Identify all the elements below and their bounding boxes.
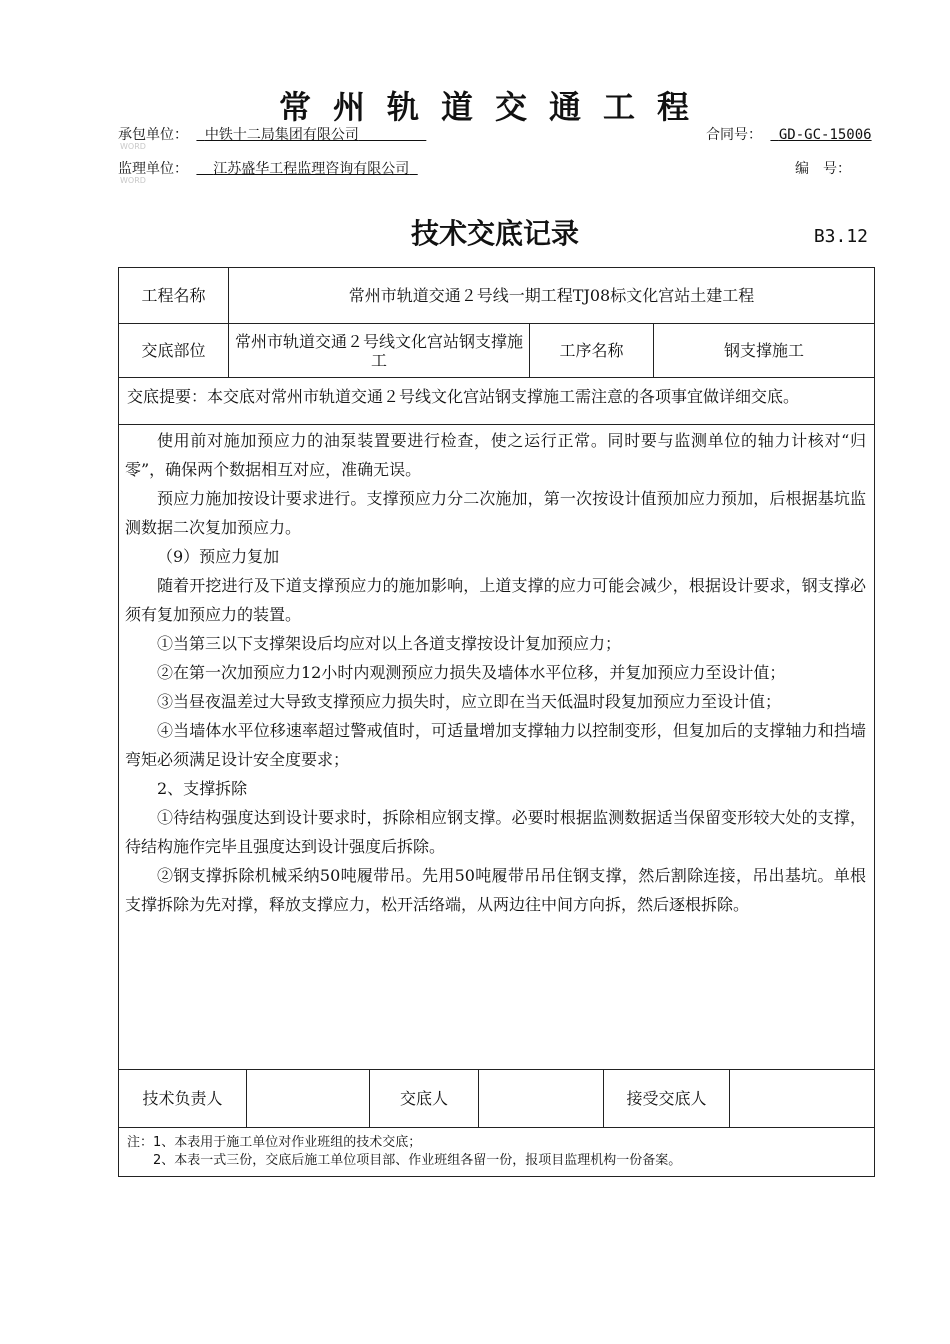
process-value: 钢支撑施工	[723, 341, 804, 360]
section-heading: 2、支撑拆除	[157, 779, 248, 798]
receiver-label: 接受交底人	[626, 1089, 707, 1108]
document-code: B3.12	[813, 226, 868, 247]
note-line: 2、本表一式三份，交底后施工单位项目部、作业班组各留一份，报项目监理机构一份备案。	[127, 1153, 682, 1168]
receiver-signature	[730, 1070, 874, 1127]
content-paragraph: 使用前对施加预应力的油泵装置要进行检查，使之运行正常。同时要与监测单位的轴力计核对“归零”，确保两个数据相互对应，准确无误。	[125, 431, 866, 479]
content-paragraph: 随着开挖进行及下道支撑预应力的施加影响，上道支撑的应力可能会减少，根据设计要求，钢支撑必须有复加预应力的装置。	[125, 576, 866, 624]
contractor-row	[118, 124, 426, 144]
disclosure-summary: 交底提要：本交底对常州市轨道交通２号线文化宫站钢支撑施工需注意的各项事宜做详细交底。	[127, 387, 800, 406]
disclosure-table	[118, 267, 875, 1177]
ghost-mark: WORD	[120, 142, 146, 151]
number-label: 编 号：	[795, 161, 851, 177]
content-paragraph: ②在第一次加预应力12小时内观测预应力损失及墙体水平位移，并复加预应力至设计值；	[157, 663, 786, 682]
supervisor-label: 监理单位：	[118, 161, 188, 177]
tech-lead-label: 技术负责人	[142, 1089, 223, 1108]
ghost-mark: WORD	[120, 176, 146, 185]
content-paragraph: ③当昼夜温差过大导致支撑预应力损失时，应立即在当天低温时段复加预应力至设计值；	[157, 692, 782, 711]
presenter-label: 交底人	[399, 1089, 448, 1108]
project-header-title: 常州轨道交通工程	[278, 88, 711, 126]
form-notes	[127, 1134, 681, 1170]
row-divider	[119, 1127, 874, 1128]
supervisor-value: 江苏盛华工程监理咨询有限公司	[213, 161, 410, 177]
disclosure-content	[125, 426, 866, 919]
content-paragraph: ①待结构强度达到设计要求时，拆除相应钢支撑。必要时根据监测数据适当保留变形较大处的支撑，待结构施作完毕且强度达到设计强度后拆除。	[125, 808, 866, 856]
content-paragraph: 预应力施加按设计要求进行。支撑预应力分二次施加，第一次按设计值预加应力预加，后根据基坑监测数据二次复加预应力。	[125, 489, 866, 537]
contractor-label: 承包单位：	[118, 127, 188, 143]
contract-no-label: 合同号：	[706, 127, 762, 143]
section-heading: （9）预应力复加	[157, 547, 280, 566]
row-divider	[119, 377, 874, 378]
content-paragraph: ①当第三以下支撑架设后均应对以上各道支撑按设计复加预应力；	[157, 634, 622, 653]
tech-lead-signature	[247, 1070, 369, 1127]
row-divider	[119, 424, 874, 425]
project-name-label: 工程名称	[141, 286, 206, 305]
project-name-value: 常州市轨道交通２号线一期工程TJ08标文化宫站土建工程	[348, 286, 755, 305]
supervisor-row	[118, 158, 418, 178]
contract-no-row	[706, 124, 872, 144]
location-value: 常州市轨道交通２号线文化宫站钢支撑施工	[234, 331, 523, 370]
presenter-signature	[479, 1070, 603, 1127]
content-paragraph: ②钢支撑拆除机械采纳50吨履带吊。先用50吨履带吊吊住钢支撑，然后割除连接，吊出基坑。单根支撑拆除为先对撑，释放支撑应力，松开活络端，从两边往中间方向拆，然后逐根拆除。	[125, 866, 866, 914]
contract-no-value: GD-GC-15006	[778, 127, 872, 143]
content-paragraph: ④当墙体水平位移速率超过警戒值时，可适量增加支撑轴力以控制变形，但复加后的支撑轴力和挡墙弯矩必须满足设计安全度要求；	[125, 721, 866, 769]
location-label: 交底部位	[141, 341, 206, 360]
document-title: 技术交底记录	[410, 217, 579, 250]
contractor-value: 中铁十二局集团有限公司	[204, 127, 359, 143]
note-line: 注：1、本表用于施工单位对作业班组的技术交底；	[127, 1135, 422, 1150]
process-label: 工序名称	[559, 341, 624, 360]
